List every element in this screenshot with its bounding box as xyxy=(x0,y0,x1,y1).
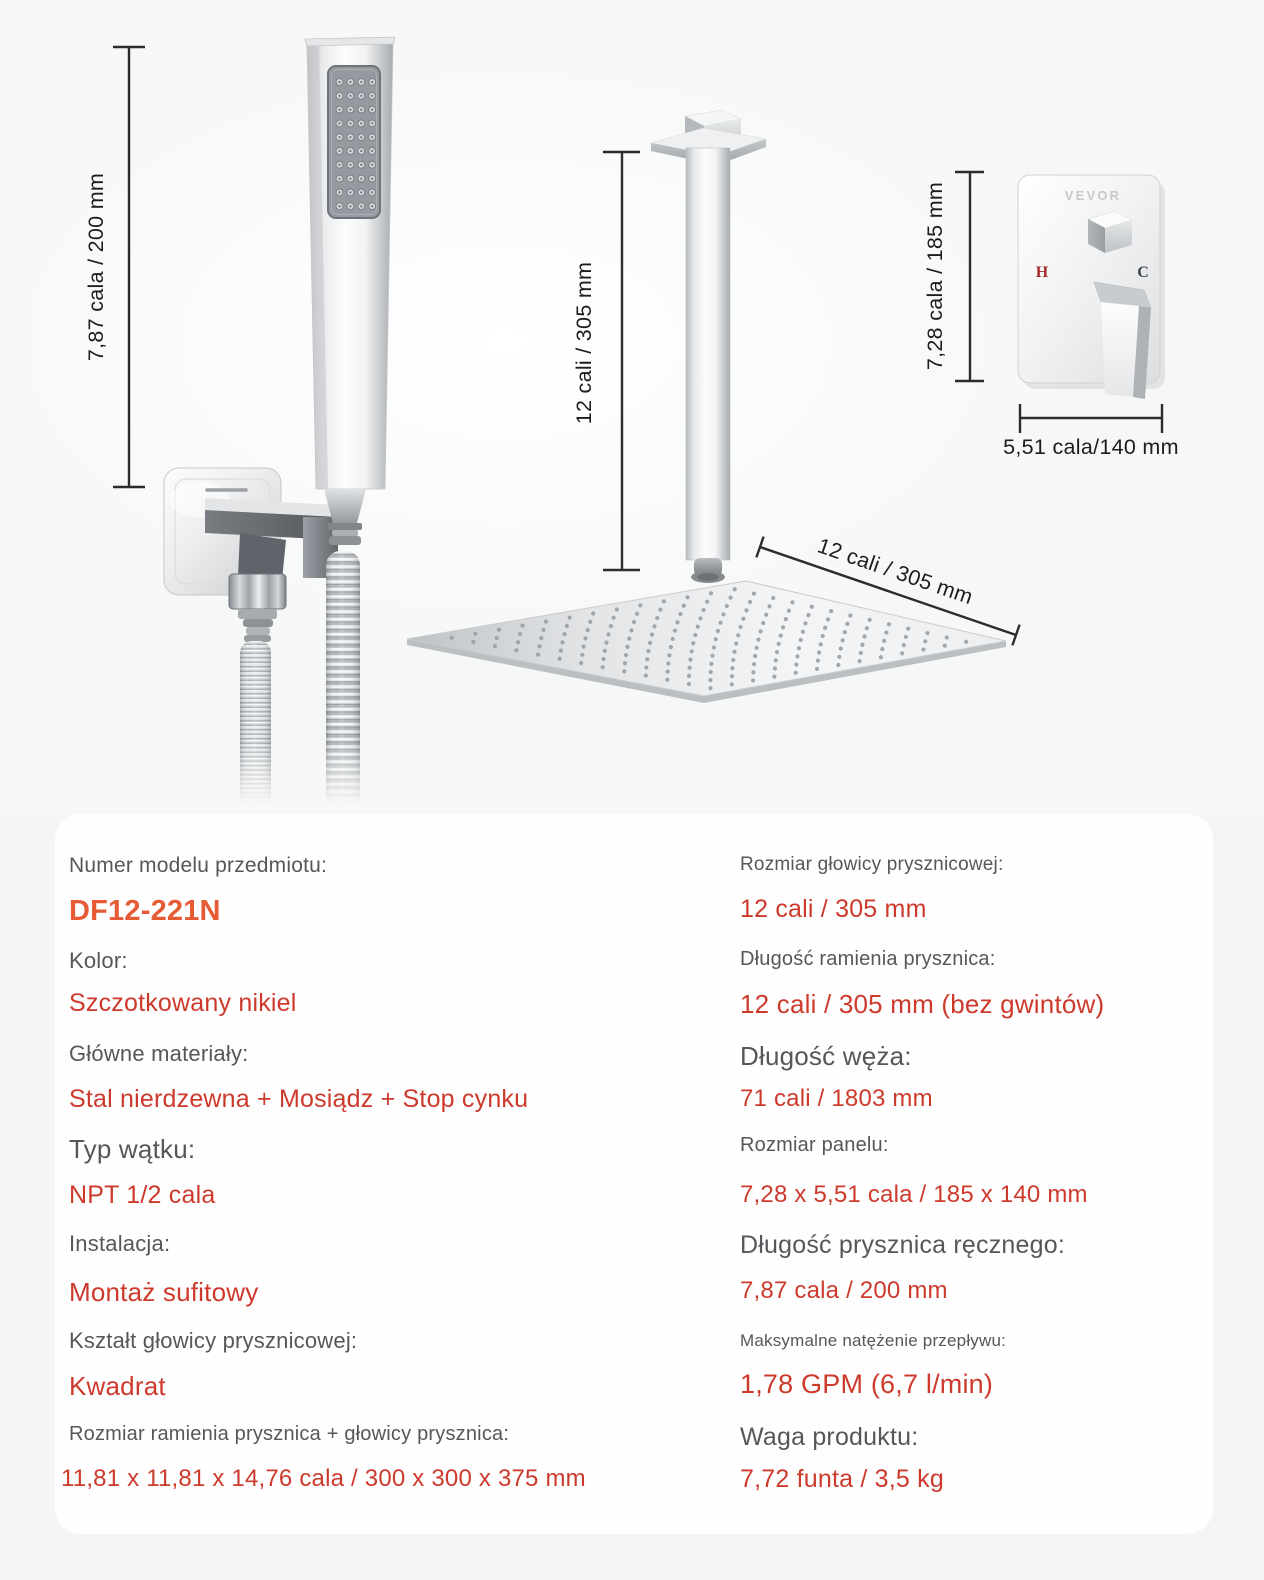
spec-label: Waga produktu: xyxy=(740,1423,919,1451)
spec-label: Maksymalne natężenie przepływu: xyxy=(740,1331,1007,1350)
handheld-length-label: 7,87 cala / 200 mm xyxy=(84,172,108,362)
spec-value-head-size: 12 cali / 305 mm xyxy=(740,895,927,923)
arm-length-label: 12 cali / 305 mm xyxy=(572,261,596,425)
panel-width-dimension xyxy=(1003,404,1179,459)
spec-label: Długość prysznica ręcznego: xyxy=(740,1231,1065,1259)
panel-height-dimension xyxy=(923,172,984,381)
spec-label: Długość węża: xyxy=(740,1041,912,1071)
spec-value-arm-head-size: 11,81 x 11,81 x 14,76 cala / 300 x 300 x 375 mm xyxy=(61,1465,586,1492)
spec-label: Rozmiar panelu: xyxy=(740,1134,889,1156)
handheld-shower-group xyxy=(84,37,405,815)
handheld-length-dimension xyxy=(84,47,145,487)
brand-logo: VEVOR xyxy=(1064,188,1122,203)
diverter-knob xyxy=(1088,211,1132,253)
spec-label: Kształt głowicy prysznicowej: xyxy=(69,1328,358,1353)
spec-value-weight: 7,72 funta / 3,5 kg xyxy=(740,1465,944,1493)
ceiling-arm xyxy=(686,148,730,583)
spec-value-head-shape: Kwadrat xyxy=(69,1371,166,1401)
spec-value-hose-length: 71 cali / 1803 mm xyxy=(740,1085,933,1112)
spec-label: Rozmiar głowicy prysznicowej: xyxy=(740,854,1004,875)
spec-value-max-flow: 1,78 GPM (6,7 l/min) xyxy=(740,1369,994,1399)
rain-shower-head xyxy=(407,581,1006,703)
head-width-label: 12 cali / 305 mm xyxy=(814,533,977,610)
spec-value-arm-length: 12 cali / 305 mm (bez gwintów) xyxy=(740,989,1105,1019)
wall-bracket xyxy=(164,468,338,642)
spec-card xyxy=(55,814,1213,1534)
spec-value-model-number: DF12-221N xyxy=(69,895,221,927)
hose-hex-nut xyxy=(229,574,286,609)
spec-label: Instalacja: xyxy=(69,1231,171,1256)
spec-value-color: Szczotkowany nikiel xyxy=(69,989,297,1017)
handheld-wand xyxy=(305,37,395,545)
spec-value-handheld-length: 7,87 cala / 200 mm xyxy=(740,1277,948,1304)
spec-value-panel-size: 7,28 x 5,51 cala / 185 x 140 mm xyxy=(740,1181,1088,1208)
spec-label: Typ wątku: xyxy=(69,1134,196,1164)
panel-width-label: 5,51 cala/140 mm xyxy=(1003,435,1179,459)
spec-label: Numer modelu przedmiotu: xyxy=(69,854,328,877)
spec-value-thread-type: NPT 1/2 cala xyxy=(69,1181,216,1209)
spec-label: Długość ramienia prysznica: xyxy=(740,948,996,970)
arm-length-dimension xyxy=(572,152,640,570)
mixer-panel xyxy=(1018,175,1165,399)
panel-height-label: 7,28 cala / 185 mm xyxy=(923,181,947,371)
hot-water-mark: H xyxy=(1035,264,1049,281)
spec-label: Kolor: xyxy=(69,948,128,973)
mixer-valve-group xyxy=(923,172,1179,459)
spec-label: Rozmiar ramienia prysznica + głowicy prysznica: xyxy=(69,1423,510,1445)
spec-value-installation: Montaż sufitowy xyxy=(69,1277,259,1307)
cold-water-mark: C xyxy=(1137,264,1149,281)
spec-label: Główne materiały: xyxy=(69,1041,249,1066)
spec-value-materials: Stal nierdzewna + Mosiądz + Stop cynku xyxy=(69,1085,529,1113)
